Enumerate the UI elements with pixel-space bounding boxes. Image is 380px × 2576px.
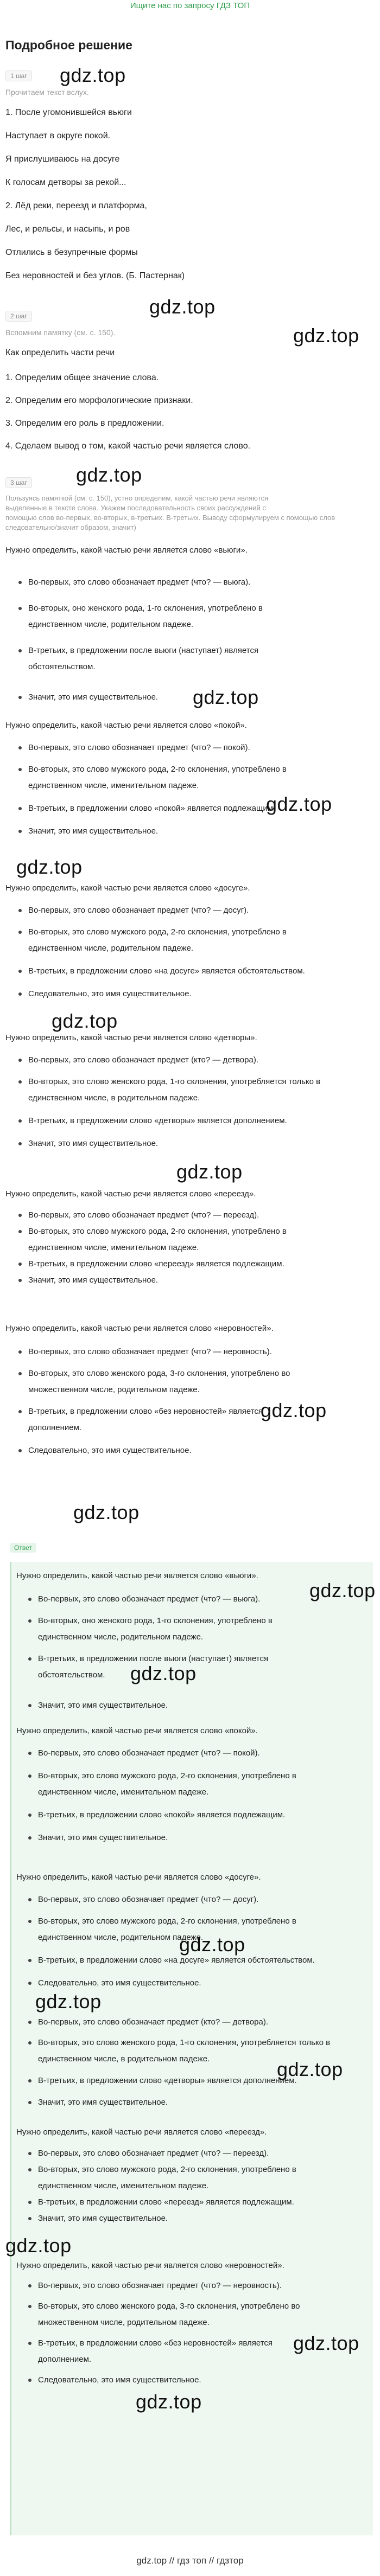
answer-point: Во-вторых, это слово мужского рода, 2-го склонения, употреблено в (38, 1913, 364, 1930)
answer-point: Значит, это имя существительное. (38, 2094, 364, 2111)
analysis-point: В-третьих, в предложении после вьюги (наступает) является (28, 643, 354, 659)
top-banner (0, 0, 380, 12)
analysis-point: Значит, это имя существительное. (28, 1136, 354, 1152)
watermark: gdz.top (193, 686, 259, 708)
step2-item: 2. Определим его морфологические признаки. (5, 396, 193, 405)
answer-point: Во-первых, это слово обозначает предмет (что? — досуг). (38, 1892, 364, 1908)
answer-point: Значит, это имя существительное. (38, 1697, 364, 1714)
analysis-point: Во-вторых, это слово женского рода, 3-го склонения, употреблено во (28, 1366, 354, 1382)
watermark: gdz.top (149, 296, 216, 318)
page-title: Подробное решение (5, 38, 132, 52)
watermark: gdz.top (293, 2332, 359, 2354)
answer-point: В-третьих, в предложении после вьюги (наступает) является (38, 1651, 364, 1667)
analysis-point: Во-вторых, это слово женского рода, 1-го склонения, употребляется только в (28, 1074, 354, 1090)
step2-item: 3. Определим его роль в предложении. (5, 419, 164, 428)
step1-badge: 1 шаг (5, 71, 32, 81)
poem-line: Отлились в безупречные формы (5, 248, 138, 257)
analysis-point-cont: дополнением. (28, 1423, 82, 1432)
watermark: gdz.top (136, 2391, 202, 2413)
answer-point-cont: единственном числе, именительном падеже. (38, 2181, 209, 2190)
analysis-point: Значит, это имя существительное. (28, 1272, 354, 1289)
answer-point: В-третьих, в предложении слово «переезд» является подлежащим. (38, 2194, 364, 2210)
analysis-question: Нужно определить, какой частью речи является слово «вьюги». (5, 546, 248, 555)
analysis-question: Нужно определить, какой частью речи является слово «покой». (5, 721, 247, 730)
watermark: gdz.top (35, 1990, 102, 2013)
step2-intro: Вспомним памятку (см. с. 150). (5, 328, 116, 337)
analysis-point: Следовательно, это имя существительное. (28, 986, 354, 1002)
answer-point: Значит, это имя существительное. (38, 1830, 364, 1846)
watermark: gdz.top (261, 1399, 327, 1421)
answer-point: Во-первых, это слово обозначает предмет (кто? — детвора). (38, 2014, 364, 2030)
watermark: gdz.top (73, 1501, 140, 1523)
analysis-point: Значит, это имя существительное. (28, 823, 354, 840)
analysis-point: В-третьих, в предложении слово «покой» является подлежащим. (28, 800, 354, 817)
analysis-question: Нужно определить, какой частью речи является слово «досуге». (5, 883, 250, 893)
answer-point: Во-вторых, оно женского рода, 1-го склонения, употреблено в (38, 1613, 364, 1629)
watermark: gdz.top (179, 1933, 245, 1956)
analysis-point: Во-вторых, это слово мужского рода, 2-го склонения, употреблено в (28, 1223, 354, 1240)
answer-point-cont: единственном числе, в родительном падеже. (38, 2054, 210, 2064)
step2-badge: 2 шаг (5, 311, 32, 322)
answer-point: Во-первых, это слово обозначает предмет (что? — покой). (38, 1745, 364, 1761)
answer-point: В-третьих, в предложении слово «покой» является подлежащим. (38, 1807, 364, 1823)
watermark: gdz.top (277, 2058, 343, 2080)
answer-label: Ответ (10, 1543, 36, 1553)
analysis-point-cont: единственном числе, родительном падеже. (28, 944, 194, 953)
poem-line: 1. После угомонившейся вьюги (5, 108, 132, 117)
analysis-question: Нужно определить, какой частью речи является слово «неровностей». (5, 1324, 274, 1333)
watermark: gdz.top (176, 1161, 243, 1183)
poem-line: Наступает в округе покой. (5, 131, 111, 140)
answer-point: В-третьих, в предложении слово «на досуге» является обстоятельством. (38, 1952, 364, 1969)
step3-badge: 3 шаг (5, 477, 32, 488)
analysis-point-cont: множественном числе, родительном падеже. (28, 1385, 200, 1394)
step3-intro: выделенные в тексте слова. Укажем последовательность своих рассуждений с (5, 504, 266, 512)
answer-point-cont: обстоятельством. (38, 1670, 105, 1680)
answer-point: Во-первых, это слово обозначает предмет (что? — переезд). (38, 2145, 364, 2162)
analysis-point-cont: единственном числе, родительном падеже. (28, 620, 194, 629)
answer-point: В-третьих, в предложении слово «без неровностей» является (38, 2335, 364, 2351)
analysis-point-cont: обстоятельством. (28, 662, 96, 671)
answer-question: Нужно определить, какой частью речи является слово «покой». (16, 1726, 258, 1735)
analysis-point-cont: единственном числе, в родительном падеже. (28, 1093, 200, 1103)
answer-point: Во-вторых, это слово мужского рода, 2-го склонения, употреблено в (38, 2162, 364, 2178)
answer-point: В-третьих, в предложении слово «детворы» является дополнением. (38, 2073, 364, 2089)
poem-line: К голосам детворы за рекой... (5, 178, 126, 187)
analysis-point: Значит, это имя существительное. (28, 689, 354, 706)
step3-intro: Пользуясь памяткой (см. с. 150), устно определим, какой частью речи являются (5, 494, 268, 502)
answer-point-cont: множественном числе, родительном падеже. (38, 2318, 210, 2327)
watermark: gdz.top (52, 1010, 118, 1032)
watermark: gdz.top (76, 464, 142, 486)
poem-line: Лес, и рельсы, и насыпь, и ров (5, 225, 130, 234)
analysis-point: Во-первых, это слово обозначает предмет (что? — переезд). (28, 1207, 354, 1223)
watermark: gdz.top (130, 1662, 197, 1684)
answer-point-cont: единственном числе, родительном падеже. (38, 1933, 204, 1942)
analysis-point: Во-первых, это слово обозначает предмет (что? — досуг). (28, 902, 354, 919)
analysis-point: В-третьих, в предложении слово «без неровностей» является (28, 1404, 354, 1420)
answer-point: Во-первых, это слово обозначает предмет (что? — вьюга). (38, 1591, 364, 1607)
analysis-point: Следовательно, это имя существительное. (28, 1443, 354, 1459)
analysis-point-cont: единственном числе, именительном падеже. (28, 781, 199, 790)
analysis-point-cont: единственном числе, именительном падеже. (28, 1243, 199, 1252)
analysis-point: Во-вторых, это слово мужского рода, 2-го склонения, употреблено в (28, 761, 354, 778)
poem-line: Я прислушиваюсь на досуге (5, 155, 120, 164)
answer-question: Нужно определить, какой частью речи является слово «вьюги». (16, 1571, 258, 1580)
top-banner-link[interactable]: Ищите нас по запросу ГДЗ ТОП (130, 1, 250, 10)
watermark: gdz.top (293, 324, 359, 347)
analysis-point: В-третьих, в предложении слово «на досуге» является обстоятельством. (28, 963, 354, 979)
step2-item: 1. Определим общее значение слова. (5, 373, 159, 382)
analysis-point: Во-вторых, это слово мужского рода, 2-го склонения, употреблено в (28, 924, 354, 940)
answer-point-cont: единственном числе, родительном падеже. (38, 1632, 204, 1642)
step3-intro: помощью слов во-первых, во-вторых, в-третьих. В-третьих. Выводу сформулируем с помощью слов (5, 514, 335, 522)
answer-point-cont: дополнением. (38, 2355, 92, 2364)
analysis-question: Нужно определить, какой частью речи является слово «детворы». (5, 1033, 257, 1042)
watermark: gdz.top (60, 64, 126, 86)
analysis-point: Во-первых, это слово обозначает предмет (что? — вьюга). (28, 574, 354, 591)
answer-question: Нужно определить, какой частью речи является слово «досуге». (16, 1873, 261, 1882)
watermark: gdz.top (16, 856, 83, 878)
step2-question: Как определить части речи (5, 348, 115, 357)
step3-intro: следовательно/значит образом, значит) (5, 523, 136, 531)
answer-point: Во-первых, это слово обозначает предмет (что? — неровность). (38, 2278, 364, 2294)
answer-point: Значит, это имя существительное. (38, 2210, 364, 2227)
analysis-point: В-третьих, в предложении слово «детворы» является дополнением. (28, 1113, 354, 1129)
watermark: gdz.top (5, 2234, 72, 2257)
watermark: gdz.top (309, 1579, 376, 1601)
answer-point: Во-вторых, это слово женского рода, 1-го склонения, употребляется только в (38, 2035, 364, 2051)
answer-point: Следовательно, это имя существительное. (38, 1975, 364, 1991)
poem-line: 2. Лёд реки, переезд и платформа, (5, 201, 147, 210)
answer-point: Следовательно, это имя существительное. (38, 2372, 364, 2388)
answer-question: Нужно определить, какой частью речи является слово «переезд». (16, 2128, 267, 2137)
poem-line: Без неровностей и без углов. (Б. Пастернак) (5, 271, 185, 280)
answer-point: Во-вторых, это слово женского рода, 3-го склонения, употреблено во (38, 2298, 364, 2315)
footer: gdz.top // гдз топ // гдзтор (136, 2555, 244, 2566)
answer-point-cont: единственном числе, именительном падеже. (38, 1787, 209, 1797)
analysis-question: Нужно определить, какой частью речи является слово «переезд». (5, 1189, 256, 1199)
answer-question: Нужно определить, какой частью речи является слово «неровностей». (16, 2261, 284, 2270)
analysis-point: Во-первых, это слово обозначает предмет (что? — покой). (28, 740, 354, 756)
answer-point: Во-вторых, это слово мужского рода, 2-го склонения, употреблено в (38, 1768, 364, 1784)
step1-intro: Прочитаем текст вслух. (5, 88, 89, 97)
analysis-point: Во-первых, это слово обозначает предмет (кто? — детвора). (28, 1052, 354, 1068)
analysis-point: Во-первых, это слово обозначает предмет (что? — неровность). (28, 1344, 354, 1360)
analysis-point: Во-вторых, оно женского рода, 1-го склонения, употреблено в (28, 600, 354, 617)
watermark: gdz.top (266, 793, 332, 815)
analysis-point: В-третьих, в предложении слово «переезд» является подлежащим. (28, 1256, 354, 1272)
step2-item: 4. Сделаем вывод о том, какой частью речи является слово. (5, 441, 251, 451)
